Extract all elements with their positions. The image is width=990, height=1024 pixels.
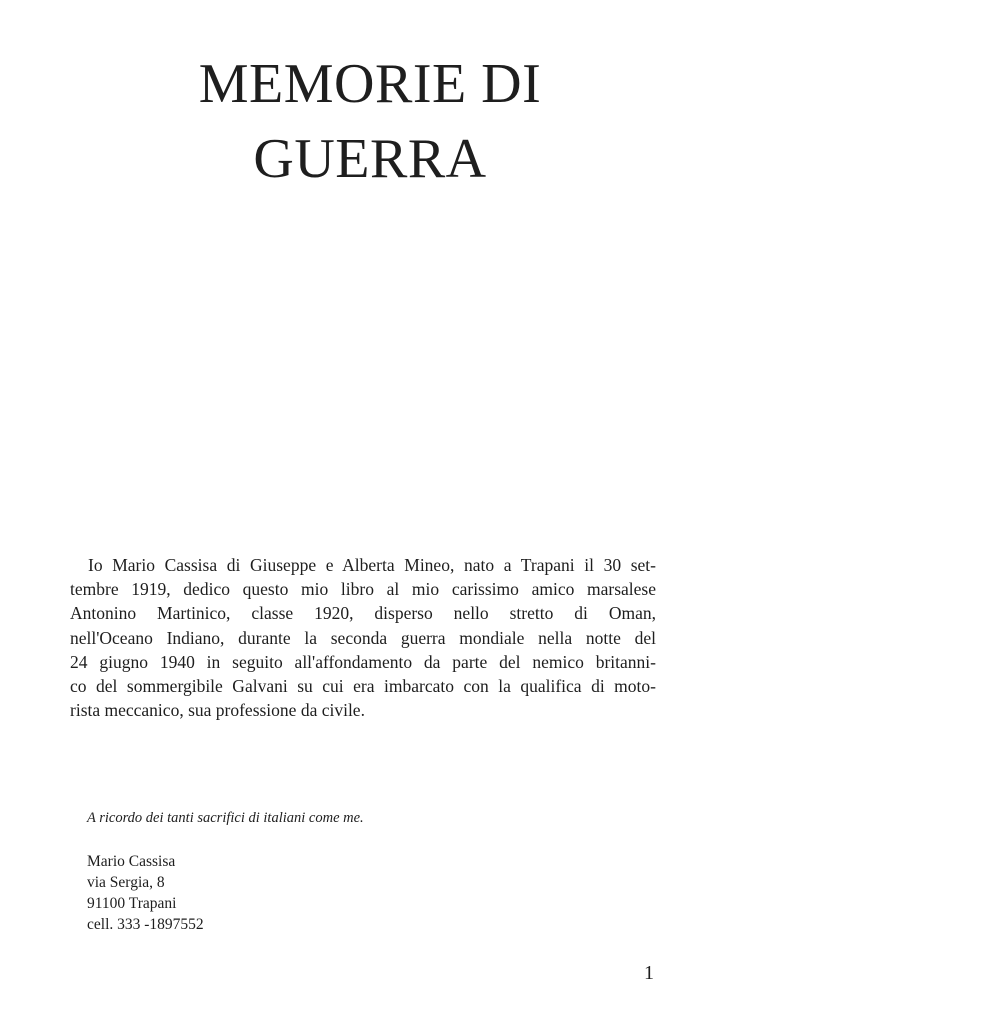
body-line: nell'Oceano Indiano, durante la seconda guerra mondiale nella notte del (70, 627, 656, 648)
address-street: via Sergia, 8 (87, 874, 165, 891)
address-name: Mario Cassisa (87, 853, 176, 870)
body-paragraph (70, 553, 656, 722)
title-line-1: MEMORIE DI (198, 53, 542, 115)
page-number: 1 (644, 962, 654, 984)
title-line-2: GUERRA (253, 128, 487, 190)
body-line: Antonino Martinico, classe 1920, disperso nello stretto di Oman, (70, 603, 656, 624)
body-line: co del sommergibile Galvani su cui era imbarcato con la qualifica di moto- (70, 676, 656, 697)
body-line: Io Mario Cassisa di Giuseppe e Alberta Mineo, nato a Trapani il 30 set- (88, 555, 656, 575)
address-city: 91100 Trapani (87, 895, 177, 912)
body-line: rista meccanico, sua professione da civile. (70, 700, 365, 721)
body-line: tembre 1919, dedico questo mio libro al mio carissimo amico marsalese (70, 579, 656, 600)
author-address (87, 851, 204, 935)
body-line: 24 giugno 1940 in seguito all'affondamento da parte del nemico britanni- (70, 651, 656, 672)
dedication-text: A ricordo dei tanti sacrifici di italiani come me. (87, 810, 364, 826)
address-phone: cell. 333 -1897552 (87, 916, 204, 933)
